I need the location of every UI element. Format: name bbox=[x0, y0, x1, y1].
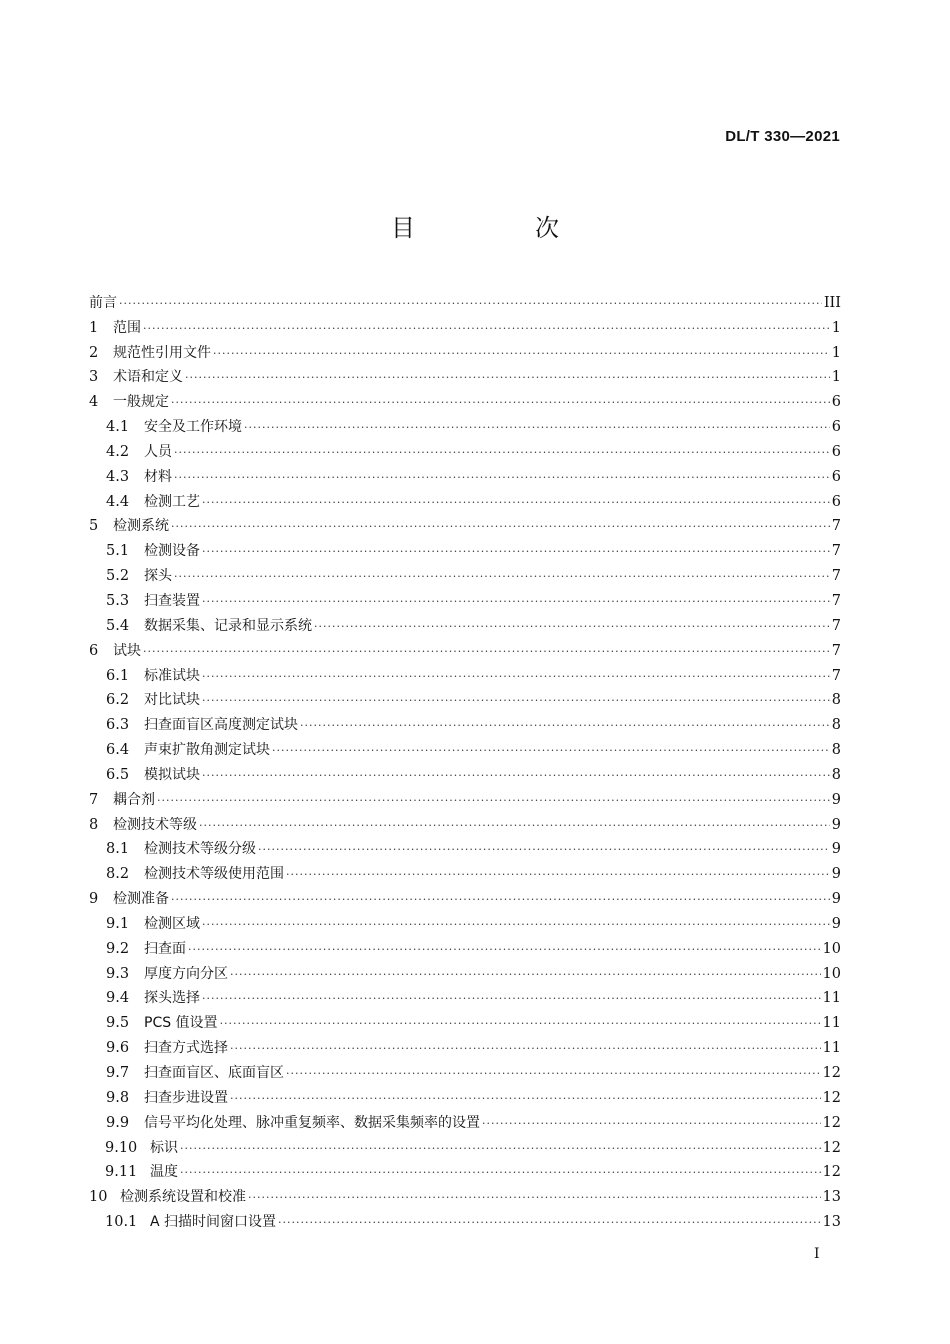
toc-entry-page: 12 bbox=[822, 1164, 841, 1181]
toc-entry-page: 12 bbox=[822, 1139, 841, 1156]
toc-entry[interactable] bbox=[89, 835, 841, 860]
toc-entry[interactable] bbox=[89, 338, 841, 363]
toc-entry-label: 检测工艺 bbox=[144, 493, 200, 510]
toc-entry[interactable] bbox=[89, 1108, 841, 1133]
toc-entry-page: 11 bbox=[822, 1040, 841, 1057]
dot-leader bbox=[202, 990, 821, 1008]
dot-leader bbox=[157, 792, 830, 810]
toc-entry-page: 6 bbox=[831, 394, 841, 411]
dot-leader bbox=[119, 295, 822, 313]
dot-leader bbox=[258, 841, 830, 859]
toc-entry-page: 10 bbox=[822, 940, 841, 957]
toc-entry[interactable] bbox=[89, 735, 841, 760]
toc-entry-label: 扫查面盲区高度测定试块 bbox=[144, 717, 298, 734]
toc-entry-page: 12 bbox=[822, 1065, 841, 1081]
toc-entry-number: 8.1 bbox=[106, 841, 130, 858]
toc-entry-number: 5.1 bbox=[106, 543, 130, 560]
toc-entry-page: 8 bbox=[831, 692, 841, 709]
toc-entry-number: 10 bbox=[89, 1189, 108, 1206]
toc-entry-page: 1 bbox=[831, 369, 841, 386]
toc-entry-label: 扫查装置 bbox=[144, 592, 200, 609]
toc-entry[interactable] bbox=[89, 785, 841, 810]
toc-entry[interactable] bbox=[89, 1207, 841, 1232]
dot-leader bbox=[202, 494, 830, 512]
toc-entry[interactable] bbox=[89, 1033, 841, 1058]
toc-entry-number: 9.3 bbox=[106, 965, 130, 982]
toc-entry-label: 检测设备 bbox=[144, 543, 200, 560]
toc-entry[interactable] bbox=[89, 884, 841, 909]
toc-entry-page: 7 bbox=[831, 543, 841, 560]
toc-entry[interactable] bbox=[89, 959, 841, 984]
toc-entry[interactable] bbox=[89, 1182, 841, 1207]
toc-entry-page: 1 bbox=[831, 319, 841, 336]
toc-entry-label: 检测区域 bbox=[144, 915, 200, 932]
dot-leader bbox=[202, 916, 830, 934]
toc-entry-number: 4.4 bbox=[106, 493, 130, 510]
toc-entry-label: 扫查方式选择 bbox=[144, 1040, 228, 1057]
toc-entry-number: 6 bbox=[89, 642, 99, 659]
dot-leader bbox=[174, 469, 830, 487]
toc-entry-page: 6 bbox=[831, 468, 841, 485]
dot-leader bbox=[230, 966, 821, 984]
toc-entry-label: 材料 bbox=[144, 468, 172, 485]
toc-entry-label: 扫查面盲区、底面盲区 bbox=[144, 1065, 284, 1081]
dot-leader bbox=[202, 668, 830, 686]
toc-entry-number: 5.4 bbox=[106, 617, 130, 634]
toc-entry-label: 声束扩散角测定试块 bbox=[144, 742, 270, 759]
toc-entry-number: 6.2 bbox=[106, 692, 130, 709]
toc-entry-label: 检测系统设置和校准 bbox=[120, 1189, 246, 1206]
toc-entry[interactable] bbox=[89, 611, 841, 636]
toc-entry-label: 前言 bbox=[89, 294, 117, 311]
toc-entry-page: III bbox=[823, 294, 841, 311]
toc-entry[interactable] bbox=[89, 412, 841, 437]
toc-entry-number: 4 bbox=[89, 394, 99, 411]
page-title: 目 次 bbox=[391, 214, 607, 242]
toc-entry-label: 厚度方向分区 bbox=[144, 965, 228, 982]
toc-entry-label: 范围 bbox=[113, 319, 141, 336]
toc-entry-number: 8 bbox=[89, 816, 99, 833]
toc-entry[interactable] bbox=[89, 1133, 841, 1158]
toc-entry-number: 9.7 bbox=[106, 1065, 130, 1081]
toc-entry-page: 1 bbox=[831, 344, 841, 361]
toc-entry-label: 耦合剂 bbox=[113, 791, 155, 808]
toc-entry-label: 温度 bbox=[150, 1164, 178, 1181]
dot-leader bbox=[171, 518, 830, 536]
dot-leader bbox=[213, 345, 830, 363]
toc-entry-page: 7 bbox=[831, 667, 841, 684]
toc-entry-page: 6 bbox=[831, 419, 841, 436]
toc-entry-number: 5.3 bbox=[106, 592, 130, 609]
toc-entry-number: 2 bbox=[89, 344, 99, 361]
dot-leader bbox=[188, 941, 821, 959]
toc-entry[interactable] bbox=[89, 1008, 841, 1033]
toc-entry-number: 9.8 bbox=[106, 1089, 130, 1106]
toc-entry[interactable] bbox=[89, 437, 841, 462]
toc-entry-page: 11 bbox=[822, 1015, 841, 1032]
toc-entry-number: 9.9 bbox=[106, 1114, 130, 1131]
dot-leader bbox=[171, 394, 830, 412]
dot-leader bbox=[174, 568, 830, 586]
dot-leader bbox=[143, 643, 830, 661]
table-of-contents bbox=[89, 288, 841, 1232]
toc-entry-page: 12 bbox=[822, 1114, 841, 1131]
dot-leader bbox=[286, 1065, 821, 1083]
toc-entry[interactable] bbox=[89, 1083, 841, 1108]
toc-entry[interactable] bbox=[89, 934, 841, 959]
toc-entry[interactable] bbox=[89, 288, 841, 313]
toc-entry-page: 7 bbox=[831, 592, 841, 609]
toc-entry-number: 1 bbox=[89, 319, 99, 336]
toc-entry-page: 7 bbox=[831, 518, 841, 535]
toc-entry-page: 9 bbox=[831, 891, 841, 908]
toc-entry-label: 数据采集、记录和显示系统 bbox=[144, 617, 312, 634]
toc-entry[interactable] bbox=[89, 586, 841, 611]
toc-entry-number: 5.2 bbox=[106, 568, 130, 585]
standard-code: DL/T 330—2021 bbox=[725, 128, 840, 145]
toc-entry-number: 8.2 bbox=[106, 866, 130, 883]
toc-entry-label: 扫查面 bbox=[144, 940, 186, 957]
toc-entry[interactable] bbox=[89, 686, 841, 711]
toc-entry-page: 7 bbox=[831, 642, 841, 659]
toc-entry-number: 3 bbox=[89, 369, 99, 386]
dot-leader bbox=[248, 1189, 821, 1207]
toc-entry-label: 扫查步进设置 bbox=[144, 1089, 228, 1106]
dot-leader bbox=[272, 742, 830, 760]
toc-entry[interactable] bbox=[89, 512, 841, 537]
toc-entry-page: 12 bbox=[822, 1089, 841, 1106]
dot-leader bbox=[220, 1015, 821, 1033]
toc-entry-number: 6.5 bbox=[106, 766, 130, 783]
toc-entry-page: 6 bbox=[831, 443, 841, 460]
toc-entry-page: 9 bbox=[831, 866, 841, 883]
toc-entry[interactable] bbox=[89, 710, 841, 735]
toc-entry-label: A 扫描时间窗口设置 bbox=[150, 1214, 277, 1231]
toc-entry-page: 6 bbox=[831, 493, 841, 510]
toc-entry-page: 8 bbox=[831, 742, 841, 759]
toc-entry-label: 人员 bbox=[144, 443, 172, 460]
toc-entry-number: 9.6 bbox=[106, 1040, 130, 1057]
toc-entry-label: 探头 bbox=[144, 568, 172, 585]
toc-entry-label: 标识 bbox=[150, 1139, 178, 1156]
toc-entry-number: 9 bbox=[89, 891, 99, 908]
toc-entry[interactable] bbox=[89, 363, 841, 388]
page-number: I bbox=[814, 1246, 820, 1262]
toc-entry[interactable] bbox=[89, 1158, 841, 1183]
toc-entry-label: 检测技术等级分级 bbox=[144, 841, 256, 858]
toc-entry[interactable] bbox=[89, 636, 841, 661]
toc-entry-label: 检测技术等级使用范围 bbox=[144, 866, 284, 883]
toc-entry[interactable] bbox=[89, 487, 841, 512]
toc-entry-number: 7 bbox=[89, 791, 99, 808]
toc-entry-page: 10 bbox=[822, 965, 841, 982]
dot-leader bbox=[482, 1115, 821, 1133]
toc-entry[interactable] bbox=[89, 561, 841, 586]
toc-entry-page: 8 bbox=[831, 766, 841, 783]
dot-leader bbox=[314, 618, 830, 636]
dot-leader bbox=[202, 543, 830, 561]
dot-leader bbox=[199, 817, 830, 835]
toc-entry-label: 试块 bbox=[113, 642, 141, 659]
toc-entry-label: 检测系统 bbox=[113, 518, 169, 535]
toc-entry-number: 9.1 bbox=[106, 915, 130, 932]
toc-entry-label: 检测准备 bbox=[113, 891, 169, 908]
dot-leader bbox=[230, 1040, 821, 1058]
toc-entry-page: 9 bbox=[831, 841, 841, 858]
toc-entry-page: 13 bbox=[822, 1189, 841, 1206]
toc-entry-number: 4.3 bbox=[106, 468, 130, 485]
toc-entry[interactable] bbox=[89, 859, 841, 884]
toc-entry-label: 信号平均化处理、脉冲重复频率、数据采集频率的设置 bbox=[144, 1114, 480, 1131]
toc-entry[interactable] bbox=[89, 387, 841, 412]
dot-leader bbox=[180, 1164, 821, 1182]
toc-entry-label: 检测技术等级 bbox=[113, 816, 197, 833]
toc-entry-label: 术语和定义 bbox=[113, 369, 183, 386]
toc-entry-number: 10.1 bbox=[105, 1214, 138, 1231]
toc-entry-number: 9.10 bbox=[105, 1139, 138, 1156]
toc-entry-number: 9.5 bbox=[106, 1015, 130, 1032]
toc-entry[interactable] bbox=[89, 760, 841, 785]
dot-leader bbox=[230, 1090, 821, 1108]
toc-entry-label: 模拟试块 bbox=[144, 766, 200, 783]
dot-leader bbox=[202, 593, 830, 611]
toc-entry-page: 9 bbox=[831, 791, 841, 808]
toc-entry-page: 9 bbox=[831, 915, 841, 932]
toc-entry[interactable] bbox=[89, 1058, 841, 1083]
toc-entry-number: 5 bbox=[89, 518, 99, 535]
dot-leader bbox=[185, 369, 830, 387]
dot-leader bbox=[171, 891, 830, 909]
toc-entry-number: 9.4 bbox=[106, 990, 130, 1007]
dot-leader bbox=[278, 1214, 821, 1232]
toc-entry-number: 6.4 bbox=[106, 742, 130, 759]
toc-entry-label: 安全及工作环境 bbox=[144, 419, 242, 436]
toc-entry[interactable] bbox=[89, 984, 841, 1009]
toc-entry-label: 探头选择 bbox=[144, 990, 200, 1007]
toc-entry-number: 6.1 bbox=[106, 667, 130, 684]
dot-leader bbox=[180, 1140, 821, 1158]
toc-entry-number: 9.11 bbox=[105, 1164, 138, 1181]
toc-entry[interactable] bbox=[89, 462, 841, 487]
toc-entry[interactable] bbox=[89, 810, 841, 835]
toc-entry-label: 规范性引用文件 bbox=[113, 344, 211, 361]
dot-leader bbox=[202, 767, 830, 785]
toc-entry[interactable] bbox=[89, 909, 841, 934]
toc-entry[interactable] bbox=[89, 661, 841, 686]
dot-leader bbox=[174, 444, 830, 462]
toc-entry-label: 对比试块 bbox=[144, 692, 200, 709]
dot-leader bbox=[244, 419, 830, 437]
toc-entry-number: 6.3 bbox=[106, 717, 130, 734]
dot-leader bbox=[143, 320, 830, 338]
dot-leader bbox=[286, 866, 830, 884]
dot-leader bbox=[300, 717, 830, 735]
toc-entry-page: 13 bbox=[822, 1214, 841, 1231]
toc-entry-label: 一般规定 bbox=[113, 394, 169, 411]
toc-entry-page: 8 bbox=[831, 717, 841, 734]
toc-entry-page: 9 bbox=[831, 816, 841, 833]
toc-entry-page: 7 bbox=[831, 617, 841, 634]
toc-entry[interactable] bbox=[89, 313, 841, 338]
toc-entry-number: 4.1 bbox=[106, 419, 130, 436]
toc-entry-label: PCS 值设置 bbox=[144, 1015, 218, 1032]
toc-entry-page: 7 bbox=[831, 568, 841, 585]
toc-entry-label: 标准试块 bbox=[144, 667, 200, 684]
toc-entry-page: 11 bbox=[822, 990, 841, 1007]
toc-entry-number: 4.2 bbox=[106, 443, 130, 460]
dot-leader bbox=[202, 692, 830, 710]
toc-entry[interactable] bbox=[89, 536, 841, 561]
toc-entry-number: 9.2 bbox=[106, 940, 130, 957]
